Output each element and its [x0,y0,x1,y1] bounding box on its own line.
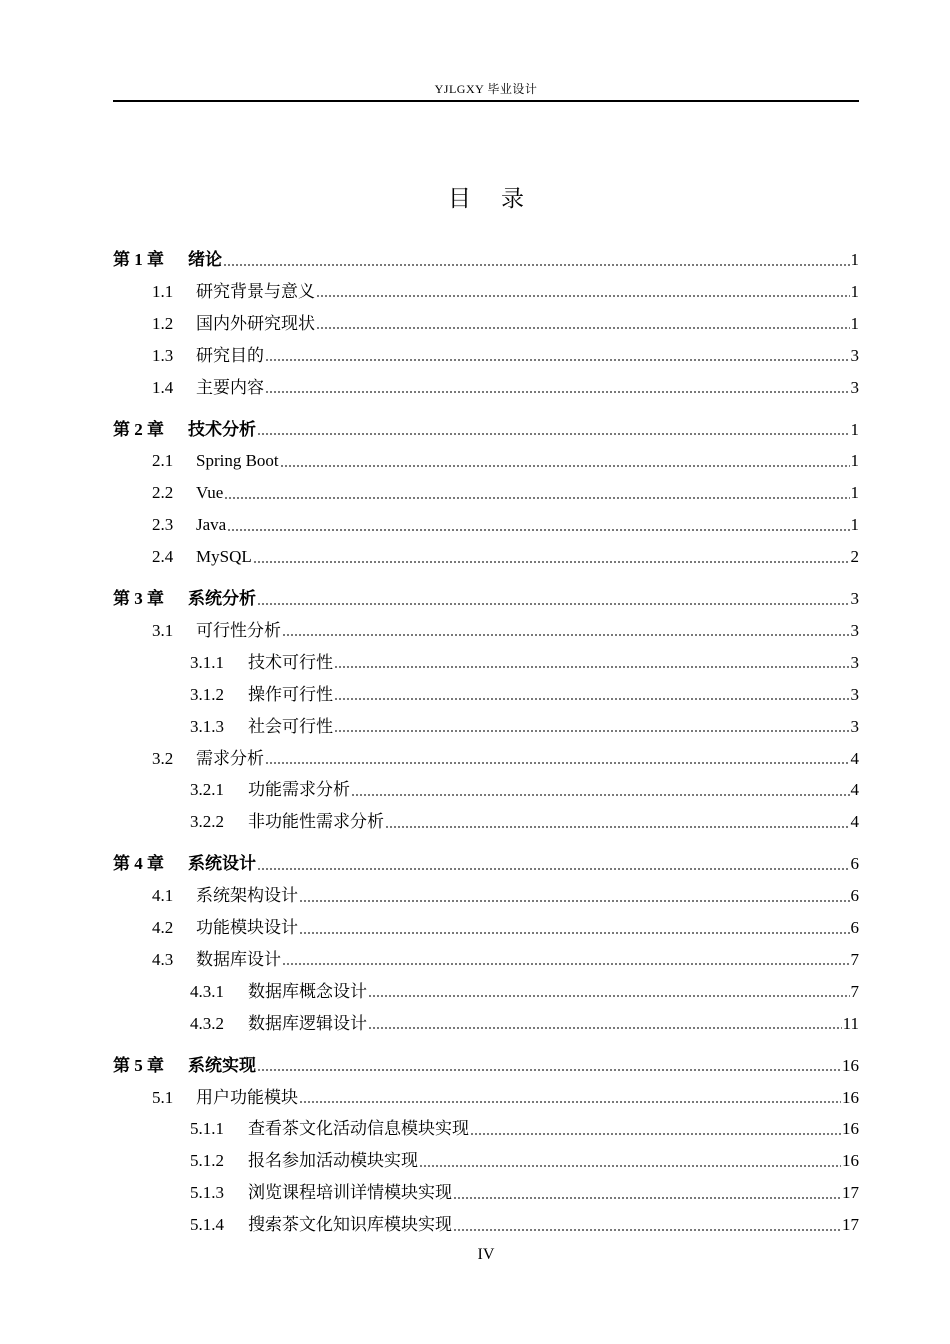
toc-chapter-entry[interactable] [113,1054,859,1078]
toc-entry-number: 4.3 [152,949,174,969]
toc-section-entry[interactable] [113,747,859,771]
toc-entry-page: 1 [850,281,859,301]
toc-chapter-entry[interactable] [113,248,859,272]
toc-title: 目录 [448,186,554,211]
toc-entry-page: 3 [850,589,859,608]
toc-entry-number: 4.3.2 [190,1013,224,1033]
toc-entry-title: 系统设计 [188,854,256,874]
toc-entry-title: 报名参加活动模块实现 [248,1151,418,1171]
toc-entry-number: 3.1.3 [190,716,224,736]
toc-section-entry[interactable] [113,545,859,569]
toc-section-entry[interactable] [113,715,859,739]
toc-entry-title: 功能需求分析 [248,780,350,800]
toc-entry-number: 1.1 [152,281,174,301]
toc-entry-number: 3.2.2 [190,812,224,832]
toc-chapter-entry[interactable] [113,587,859,611]
dot-leader [368,1026,842,1031]
dot-leader [334,729,850,734]
dot-leader [299,1100,841,1105]
toc-entry-title: 系统架构设计 [196,886,298,906]
dot-leader [265,761,850,766]
dot-leader [385,824,850,829]
toc-entry-page: 1 [850,313,859,333]
toc-entry-number: 第 2 章 [113,419,164,439]
dot-leader [351,792,850,797]
toc-section-entry[interactable] [113,948,859,972]
toc-entry-number: 3.1.1 [190,652,224,672]
toc-entry-title: 数据库概念设计 [248,981,367,1001]
toc-entry-number: 4.3.1 [190,981,224,1001]
toc-entry-number: 3.1 [152,620,174,640]
dot-leader [419,1163,841,1168]
toc-entry-title: 社会可行性 [248,716,333,736]
toc-entry-number: 2.1 [152,451,174,471]
toc-entry-page: 1 [850,250,859,269]
dot-leader [265,358,850,363]
toc-entry-number: 5.1.4 [190,1215,224,1235]
toc-entry-title: Vue [196,483,224,503]
toc-section-entry[interactable] [113,376,859,400]
dot-leader [316,326,850,331]
table-of-contents [113,0,859,1344]
toc-entry-number: 5.1.3 [190,1183,224,1203]
toc-entry-title: 可行性分析 [196,620,281,640]
toc-section-entry[interactable] [113,1213,859,1237]
toc-entry-page: 3 [850,652,859,672]
toc-entry-page: 4 [850,812,859,832]
toc-entry-title: Spring Boot [196,451,279,471]
toc-entry-page: 1 [850,515,859,535]
dot-leader [453,1195,841,1200]
toc-entry-page: 17 [842,1215,859,1235]
toc-entry-title: 操作可行性 [248,684,333,704]
dot-leader [470,1131,841,1136]
toc-entry-page: 16 [842,1151,859,1171]
toc-entry-page: 3 [850,684,859,704]
toc-section-entry[interactable] [113,344,859,368]
toc-entry-page: 3 [850,716,859,736]
toc-entry-page: 4 [850,748,859,768]
toc-entry-number: 第 3 章 [113,589,164,608]
toc-entry-number: 5.1.2 [190,1151,224,1171]
toc-entry-number: 5.1 [152,1087,174,1107]
dot-leader [257,1068,841,1073]
toc-section-entry[interactable] [113,916,859,940]
toc-section-entry[interactable] [113,884,859,908]
page-number: IV [477,1246,495,1263]
toc-entry-title: 研究背景与意义 [196,281,315,301]
toc-entry-page: 16 [842,1087,859,1107]
toc-entry-page: 2 [850,547,859,567]
toc-entry-page: 4 [850,780,859,800]
toc-section-entry[interactable] [113,1149,859,1173]
toc-section-entry[interactable] [113,980,859,1004]
toc-entry-number: 3.1.2 [190,684,224,704]
dot-leader [257,432,850,437]
dot-leader [257,866,850,871]
dot-leader [282,633,850,638]
toc-entry-number: 第 1 章 [113,250,164,269]
toc-entry-page: 16 [842,1055,859,1075]
toc-entry-title: 浏览课程培训详情模块实现 [248,1183,452,1203]
toc-entry-title: 系统分析 [188,589,256,608]
toc-section-entry[interactable] [113,651,859,675]
toc-entry-title: 技术可行性 [248,652,333,672]
toc-entry-page: 7 [850,981,859,1001]
toc-entry-title: 数据库逻辑设计 [248,1013,367,1033]
toc-entry-page: 3 [850,345,859,365]
dot-leader [453,1227,841,1232]
toc-entry-page: 6 [850,886,859,906]
dot-leader [227,527,849,532]
toc-section-entry[interactable] [113,810,859,834]
toc-entry-number: 5.1.1 [190,1119,224,1139]
toc-section-entry[interactable] [113,1012,859,1036]
toc-section-entry[interactable] [113,1086,859,1110]
dot-leader [223,262,850,267]
toc-entry-number: 3.2.1 [190,780,224,800]
toc-entry-title: 系统实现 [188,1055,256,1075]
toc-entry-title: 搜索茶文化知识库模块实现 [248,1215,452,1235]
toc-entry-number: 2.2 [152,483,174,503]
toc-entry-number: 1.4 [152,377,174,397]
toc-section-entry[interactable] [113,312,859,336]
toc-entry-title: 功能模块设计 [196,918,298,937]
toc-chapter-entry[interactable] [113,418,859,442]
toc-entry-title: 研究目的 [196,345,264,365]
toc-entry-number: 第 5 章 [113,1055,164,1075]
toc-entry-title: 查看茶文化活动信息模块实现 [248,1119,469,1139]
toc-entry-page: 3 [850,620,859,640]
toc-entry-title: 技术分析 [188,419,256,439]
toc-entry-title: 用户功能模块 [196,1087,298,1107]
dot-leader [257,601,850,606]
dot-leader [282,962,850,967]
toc-entry-page: 1 [850,419,859,439]
toc-entry-number: 第 4 章 [113,854,164,874]
dot-leader [253,559,850,564]
toc-section-entry[interactable] [113,449,859,473]
dot-leader [265,390,850,395]
toc-entry-title: 绪论 [188,250,222,269]
dot-leader [299,930,850,935]
toc-section-entry[interactable] [113,481,859,505]
toc-section-entry[interactable] [113,1117,859,1141]
toc-entry-number: 4.1 [152,886,174,906]
dot-leader [299,898,850,903]
toc-entry-page: 6 [850,854,859,874]
toc-entry-number: 2.4 [152,547,174,567]
toc-entry-title: 需求分析 [196,748,264,768]
dot-leader [224,495,849,500]
toc-entry-page: 1 [850,483,859,503]
toc-chapter-entry[interactable] [113,852,859,876]
toc-entry-title: 国内外研究现状 [196,313,315,333]
toc-entry-title: MySQL [196,547,252,567]
toc-entry-page: 1 [850,451,859,471]
dot-leader [368,994,850,999]
toc-entry-number: 2.3 [152,515,174,535]
toc-entry-number: 4.2 [152,918,174,937]
toc-entry-title: 主要内容 [196,377,264,397]
toc-entry-number: 3.2 [152,748,174,768]
toc-section-entry[interactable] [113,619,859,643]
toc-entry-page: 7 [850,949,859,969]
dot-leader [334,697,850,702]
toc-entry-page: 17 [842,1183,859,1203]
toc-section-entry[interactable] [113,778,859,802]
toc-entry-page: 11 [842,1013,859,1033]
running-header: YJLGXY 毕业设计 [434,82,538,96]
dot-leader [334,665,850,670]
toc-section-entry[interactable] [113,280,859,304]
toc-entry-number: 1.3 [152,345,174,365]
toc-entry-page: 3 [850,377,859,397]
toc-section-entry[interactable] [113,683,859,707]
toc-section-entry[interactable] [113,513,859,537]
toc-entry-number: 1.2 [152,313,174,333]
toc-entry-title: Java [196,515,227,535]
toc-entry-page: 6 [850,918,859,937]
toc-entry-title: 非功能性需求分析 [248,812,384,832]
toc-entry-page: 16 [842,1119,859,1139]
dot-leader [316,294,850,299]
toc-entry-title: 数据库设计 [196,949,281,969]
dot-leader [280,463,850,468]
toc-section-entry[interactable] [113,1181,859,1205]
